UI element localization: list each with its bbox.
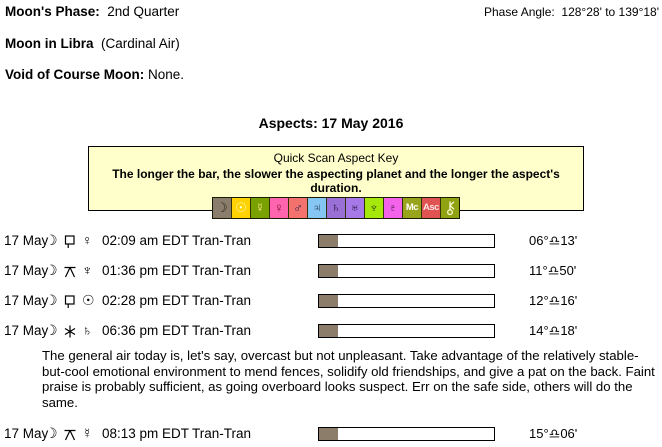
venus-icon: ♀	[82, 232, 93, 248]
moons-phase-label: Moon's Phase:	[5, 4, 100, 19]
aspect-key-subtitle: The longer the bar, the slower the aspecting planet and the longer the aspect's duration.	[112, 167, 560, 195]
quincunx-icon	[63, 264, 77, 279]
aspect-row	[0, 426, 662, 444]
aspect-time: 02:09 am EDT	[102, 233, 190, 248]
neptune-icon: ♆	[82, 262, 93, 278]
aspect-row	[0, 323, 662, 341]
aspect-type: Tran-Tran	[192, 293, 252, 308]
aspect-date: 17 May	[4, 323, 49, 338]
phase-angle-line	[484, 5, 659, 19]
aspect-time: 06:36 pm EDT	[102, 323, 190, 338]
moon-position: 11°♎50'	[529, 263, 577, 278]
void-of-course-value: None.	[148, 67, 185, 82]
aspect-date: 17 May	[4, 233, 49, 248]
aspect-row	[0, 293, 662, 311]
aspect-row	[0, 263, 662, 281]
duration-bar-fill	[319, 325, 338, 337]
pluto-key-cell: ♇	[383, 198, 402, 218]
moon-key-cell: ☽	[213, 198, 231, 218]
sun-icon: ☉	[82, 292, 95, 308]
aspect-date: 17 May	[4, 263, 49, 278]
void-of-course-line	[5, 67, 184, 82]
phase-angle-value: 128°28' to 139°18'	[561, 5, 659, 19]
saturn-icon: ♄	[82, 322, 93, 338]
aspect-key-title: Quick Scan Aspect Key	[273, 151, 399, 165]
moons-phase-value: 2nd Quarter	[107, 4, 180, 19]
moon-icon: ☽	[45, 292, 58, 308]
phase-angle-label: Phase Angle:	[484, 5, 555, 19]
moons-phase-line	[5, 4, 179, 19]
aspect-row	[0, 233, 662, 251]
moon-position: 15°♎06'	[529, 426, 578, 441]
asc-key-cell: Asc	[421, 198, 440, 218]
duration-bar-fill	[319, 265, 338, 277]
aspect-type: Tran-Tran	[192, 323, 252, 338]
moon-icon: ☽	[45, 262, 58, 278]
planet-key-strip	[212, 197, 460, 219]
sextile-icon	[63, 324, 77, 339]
venus-key-cell: ♀	[269, 198, 288, 218]
mercury-key-cell: ☿	[250, 198, 269, 218]
duration-bar	[318, 264, 495, 278]
moon-position: 06°♎13'	[529, 233, 578, 248]
saturn-key-cell: ♄	[326, 198, 345, 218]
moon-icon: ☽	[45, 425, 58, 441]
moon-icon: ☽	[45, 232, 58, 248]
moon-position: 12°♎16'	[529, 293, 578, 308]
duration-bar	[318, 427, 495, 441]
uranus-key-cell: ♅	[345, 198, 364, 218]
void-of-course-label: Void of Course Moon:	[5, 67, 145, 82]
aspects-title: Aspects: 17 May 2016	[258, 115, 404, 131]
duration-bar	[318, 324, 495, 338]
aspect-type: Tran-Tran	[192, 233, 252, 248]
interpretation-text: The general air today is, let's say, overcast but not unpleasant. Take advantage of the relatively stable-but-cool emotional environment to mend fences, solidify old friendships, and give a pat on the back. Faint praise is probably sufficient, as going overboard looks suspect. Err on the safe side, others will do the same.	[42, 348, 655, 410]
aspect-type: Tran-Tran	[192, 263, 252, 278]
sesquiquadrate-icon	[63, 294, 77, 309]
aspect-date: 17 May	[4, 293, 49, 308]
chiron-icon	[444, 200, 456, 216]
chiron-key-cell	[440, 198, 459, 218]
moon-icon: ☽	[45, 322, 58, 338]
moon-sign-line	[5, 36, 180, 51]
aspect-type: Tran-Tran	[192, 426, 252, 441]
quincunx-icon	[63, 427, 77, 442]
mars-key-cell: ♂	[288, 198, 307, 218]
moon-sign-label: Moon in Libra	[5, 36, 94, 51]
moon-sign-value: (Cardinal Air)	[101, 36, 180, 51]
mc-key-cell: Mc	[402, 198, 421, 218]
neptune-key-cell: ♆	[364, 198, 383, 218]
duration-bar	[318, 294, 495, 308]
mercury-icon: ☿	[82, 425, 93, 441]
aspect-time: 08:13 pm EDT	[102, 426, 190, 441]
sesquiquadrate-icon	[63, 234, 77, 249]
aspect-date: 17 May	[4, 426, 49, 441]
duration-bar-fill	[319, 295, 338, 307]
moon-position: 14°♎18'	[529, 323, 578, 338]
aspect-time: 01:36 pm EDT	[102, 263, 190, 278]
duration-bar-fill	[319, 235, 338, 247]
aspect-time: 02:28 pm EDT	[102, 293, 190, 308]
quick-scan-aspect-key-box	[88, 146, 584, 215]
duration-bar-fill	[319, 428, 338, 440]
sun-key-cell: ☉	[231, 198, 250, 218]
jupiter-key-cell: ♃	[307, 198, 326, 218]
duration-bar	[318, 234, 495, 248]
